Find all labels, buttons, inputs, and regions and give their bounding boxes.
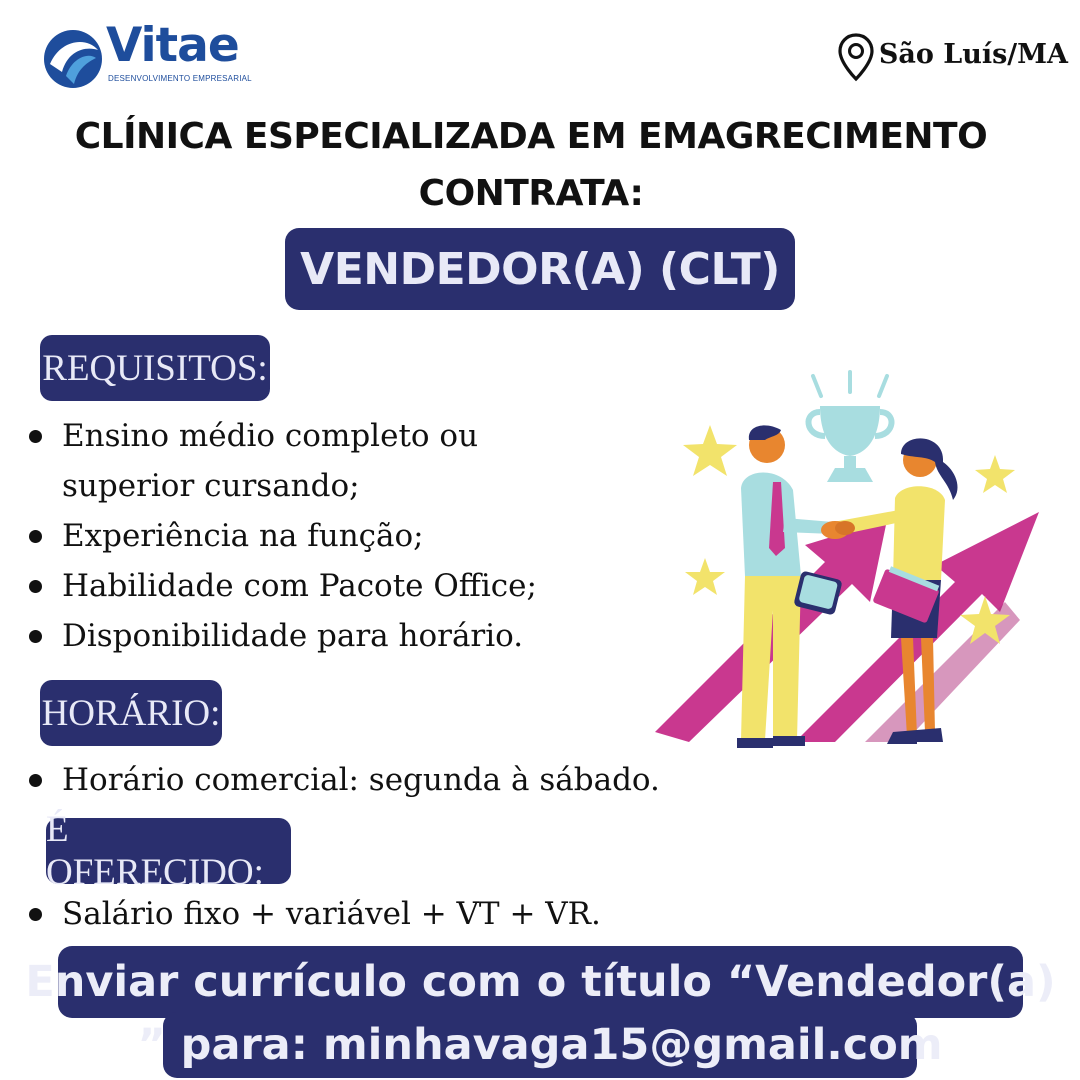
oferecido-list [26, 889, 726, 939]
man-figure [737, 425, 843, 748]
horario-label: HORÁRIO: [40, 680, 222, 746]
cta-line-1: Enviar currículo com o título “Vendedor(a) [58, 946, 1023, 1018]
headline [0, 108, 1062, 222]
list-item: Disponibilidade para horário. [26, 611, 606, 661]
cta-line-2: ” para: minhavaga15@gmail.com [163, 1012, 917, 1078]
list-item: Salário fixo + variável + VT + VR. [26, 889, 726, 939]
location-text: São Luís/MA [878, 38, 1068, 70]
requisitos-label: REQUISITOS: [40, 335, 270, 401]
brand-name: Vitae [106, 18, 239, 73]
location [837, 32, 1068, 84]
list-item: Experiência na função; [26, 511, 606, 561]
brand-tagline: DESENVOLVIMENTO EMPRESARIAL [108, 74, 252, 83]
list-item: Horário comercial: segunda à sábado. [26, 755, 726, 805]
headline-line-2: CONTRATA: [418, 173, 644, 214]
list-item: Habilidade com Pacote Office; [26, 561, 606, 611]
headline-line-1: CLÍNICA ESPECIALIZADA EM EMAGRECIMENTO [74, 116, 988, 157]
handshake-trophy-illustration [655, 370, 1045, 755]
map-pin-icon [837, 32, 875, 84]
requisitos-list [26, 411, 606, 661]
role-badge: VENDEDOR(A) (CLT) [285, 228, 795, 310]
horario-list [26, 755, 726, 805]
trophy-icon [809, 372, 892, 482]
list-item: Ensino médio completo ou superior cursando; [26, 411, 606, 511]
vitae-logo [42, 18, 262, 92]
vitae-logo-icon [42, 28, 106, 92]
oferecido-label: É OFERECIDO: [46, 818, 291, 884]
